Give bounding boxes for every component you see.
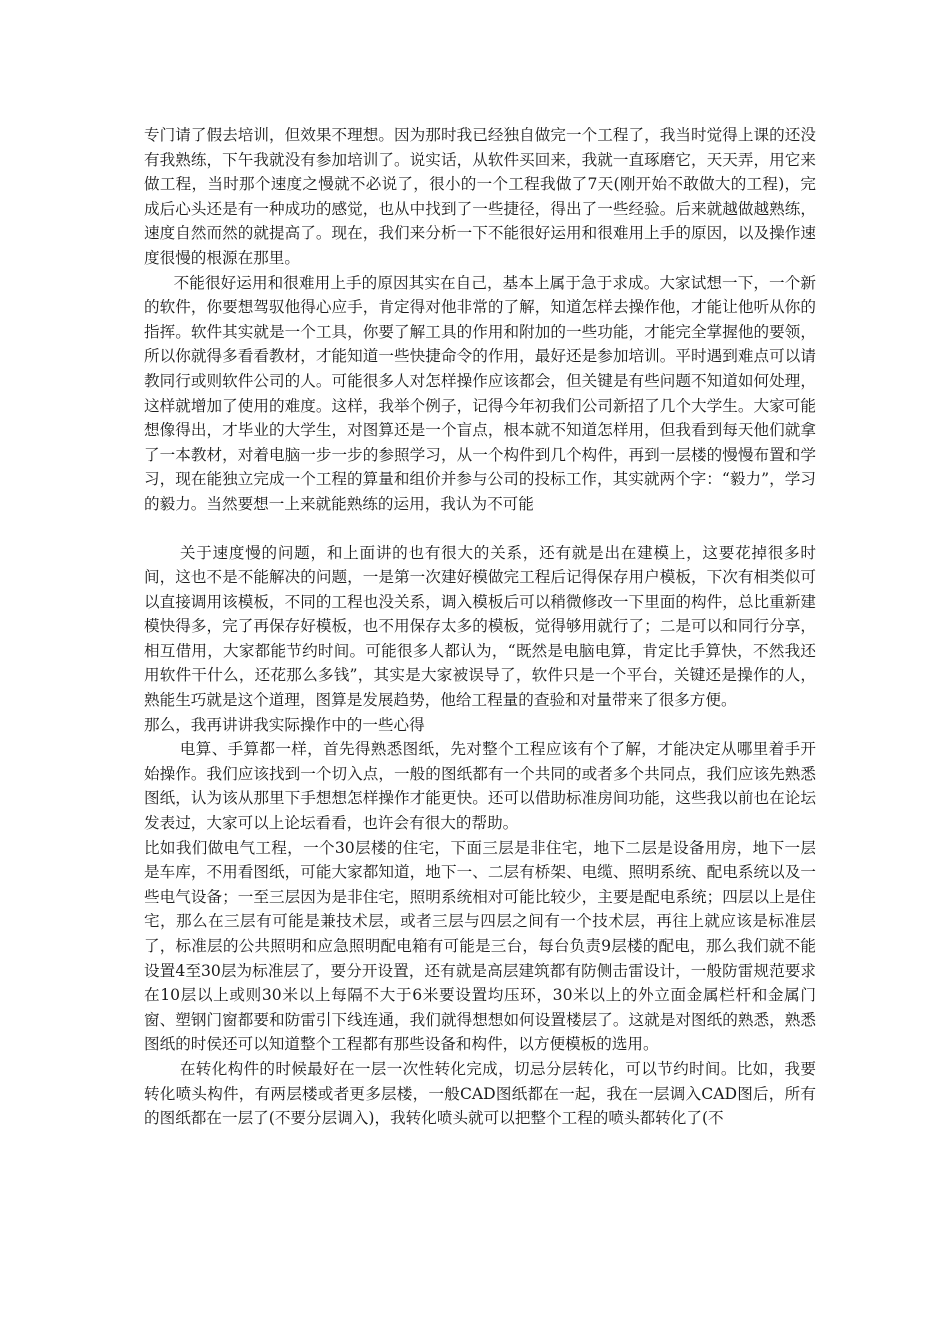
- paragraph-electrical-example: 比如我们做电气工程，一个30层楼的住宅，下面三层是非住宅，地下二层是设备用房，地下一层是车库，不用看图纸，可能大家都知道，地下一、二层有桥架、电缆、照明系统、配电系统以及一些电气设备；一至三层因为是非住宅，照明系统相对可能比较少，主要是配电系统；四层以上是住宅，那么在三层有可能是兼技术层，或者三层与四层之间有一个技术层，再往上就应该是标准层了，标准层的公共照明和应急照明配电箱有可能是三台，每台负责9层楼的配电，那么我们就不能设置4至30层为标准层了，要分开设置，还有就是高层建筑都有防侧击雷设计，一般防雷规范要求在10层以上或则30米以上每隔不大于6米要设置均压环，30米以上的外立面金属栏杆和金属门窗、塑钢门窗都要和防雷引下线连通，我们就得想想如何设置楼层了。这就是对图纸的熟悉，熟悉图纸的时侯还可以知道整个工程都有那些设备和构件，以方便模板的选用。: [144, 838, 816, 1054]
- paragraph-spacer: [144, 517, 816, 541]
- paragraph-familiarize: 电算、手算都一样，首先得熟悉图纸，先对整个工程应该有个了解，才能决定从哪里着手开始操作。我们应该找到一个切入点，一般的图纸都有一个共同的或者多个共同点，我们应该先熟悉图纸，认为该从那里下手想想怎样操作才能更快。还可以借助标准房间功能，这些我以前也在论坛发表过，大家可以上论坛看看，也许会有很大的帮助。: [144, 740, 816, 833]
- paragraph-conversion: 在转化构件的时候最好在一层一次性转化完成，切忌分层转化，可以节约时间。比如，我要转化喷头构件，有两层楼或者更多层楼，一般CAD图纸都在一起，我在一层调入CAD图后，所有的图纸都在一层了(不要分层调入)，我转化喷头就可以把整个工程的喷头都转化了(不: [144, 1059, 816, 1128]
- paragraph-speed: 关于速度慢的问题，和上面讲的也有很大的关系，还有就是出在建模上，这要花掉很多时间，这也不是不能解决的问题，一是第一次建好模做完工程后记得保存用户模板，下次有相类似可以直接调用该模板，不同的工程也没关系，调入模板后可以稍微修改一下里面的构件，总比重新建模快得多，完了再保存好模板，也不用保存太多的模板，觉得够用就行了；二是可以和同行分享，相互借用，大家都能节约时间。可能很多人都认为，“既然是电脑电算，肯定比手算快，不然我还用软件干什么，还花那么多钱”，其实是大家被误导了，软件只是一个平台，关键还是操作的人，熟能生巧就是这个道理，图算是发展趋势，他给工程量的查验和对量带来了很多方便。: [144, 543, 816, 710]
- paragraph-reasons: 不能很好运用和很难用上手的原因其实在自己，基本上属于急于求成。大家试想一下，一个新的软件，你要想驾驭他得心应手，肯定得对他非常的了解，知道怎样去操作他，才能让他听从你的指挥。软件其实就是一个工具，你要了解工具的作用和附加的一些功能，才能完全掌握他的要领，所以你就得多看看教材，才能知道一些快捷命令的作用，最好还是参加培训。平时遇到难点可以请教同行或则软件公司的人。可能很多人对怎样操作应该都会，但关键是有些问题不知道如何处理，这样就增加了使用的难度。这样，我举个例子，记得今年初我们公司新招了几个大学生。大家可能想像得出，才毕业的大学生，对图算还是一个盲点，根本就不知道怎样用，但我看到每天他们就拿了一本教材，对着电脑一步一步的参照学习，从一个构件到几个构件，再到一层楼的慢慢布置和学习，现在能独立完成一个工程的算量和组价并参与公司的投标工作，其实就两个字：“毅力”，学习的毅力。当然要想一上来就能熟练的运用，我认为不可能: [144, 273, 816, 513]
- document-body: [144, 123, 816, 1131]
- paragraph-training: 专门请了假去培训，但效果不理想。因为那时我已经独自做完一个工程了，我当时觉得上课的还没有我熟练，下午我就没有参加培训了。说实话，从软件买回来，我就一直琢磨它，天天弄，用它来做工程，当时那个速度之慢就不必说了，很小的一个工程我做了7天(刚开始不敢做大的工程)，完成后心头还是有一种成功的感觉，也从中找到了一些捷径，得出了一些经验。后来就越做越熟练，速度自然而然的就提高了。现在，我们来分析一下不能很好运用和很难用上手的原因，以及操作速度很慢的根源在那里。: [144, 126, 816, 267]
- paragraph-heading-experience: 那么，我再讲讲我实际操作中的一些心得: [144, 715, 425, 734]
